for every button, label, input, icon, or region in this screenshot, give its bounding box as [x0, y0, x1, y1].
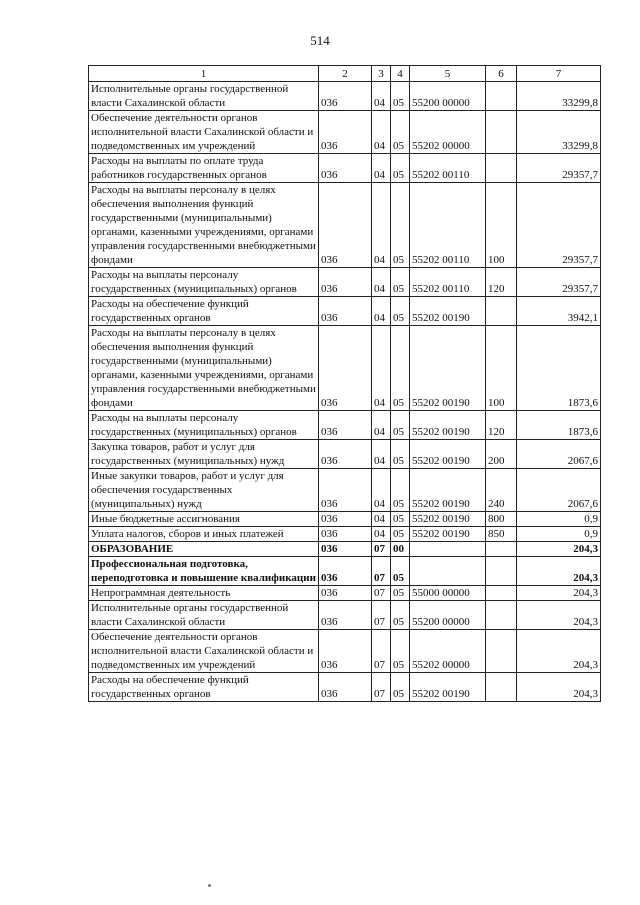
cell-subsection: 05: [391, 440, 410, 469]
cell-ministry-code: 036: [319, 630, 372, 673]
cell-target-article: 55202 00000: [410, 630, 486, 673]
cell-name: Исполнительные органы государственной власти Сахалинской области: [89, 82, 319, 111]
header-row: [89, 66, 601, 82]
cell-ministry-code: 036: [319, 411, 372, 440]
cell-expense-type: [486, 111, 517, 154]
cell-amount: 2067,6: [517, 440, 601, 469]
cell-target-article: [410, 542, 486, 557]
table-row: [89, 557, 601, 586]
cell-ministry-code: 036: [319, 512, 372, 527]
cell-expense-type: [486, 557, 517, 586]
cell-target-article: 55202 00190: [410, 440, 486, 469]
cell-ministry-code: 036: [319, 440, 372, 469]
cell-section: 04: [372, 527, 391, 542]
cell-ministry-code: 036: [319, 527, 372, 542]
cell-subsection: 05: [391, 557, 410, 586]
cell-name: Расходы на выплаты персоналу в целях обеспечения выполнения функций государственными (муниципальными) органами, казенными учреждениями, органами управления государственными внебюджетными фондами: [89, 326, 319, 411]
cell-amount: 204,3: [517, 557, 601, 586]
cell-expense-type: 120: [486, 411, 517, 440]
cell-subsection: 05: [391, 326, 410, 411]
header-col-4: 4: [391, 66, 410, 82]
cell-name: Расходы на обеспечение функций государственных органов: [89, 297, 319, 326]
cell-section: 04: [372, 268, 391, 297]
cell-ministry-code: 036: [319, 297, 372, 326]
table-row: [89, 440, 601, 469]
cell-amount: 29357,7: [517, 154, 601, 183]
table-row: [89, 542, 601, 557]
cell-ministry-code: 036: [319, 154, 372, 183]
cell-target-article: 55202 00190: [410, 297, 486, 326]
cell-target-article: 55202 00000: [410, 111, 486, 154]
cell-ministry-code: 036: [319, 268, 372, 297]
cell-name: Расходы на выплаты персоналу государственных (муниципальных) органов: [89, 411, 319, 440]
cell-amount: 204,3: [517, 673, 601, 702]
cell-amount: 29357,7: [517, 183, 601, 268]
cell-amount: 29357,7: [517, 268, 601, 297]
cell-expense-type: 200: [486, 440, 517, 469]
cell-name: Расходы на выплаты персоналу в целях обеспечения выполнения функций государственными (муниципальными) органами, казенными учреждениями, органами управления государственными внебюджетными фондами: [89, 183, 319, 268]
cell-name: Иные бюджетные ассигнования: [89, 512, 319, 527]
cell-section: 04: [372, 411, 391, 440]
cell-amount: 0,9: [517, 512, 601, 527]
cell-expense-type: [486, 673, 517, 702]
cell-name: Расходы на обеспечение функций государственных органов: [89, 673, 319, 702]
cell-ministry-code: 036: [319, 111, 372, 154]
table-row: [89, 268, 601, 297]
cell-target-article: 55202 00110: [410, 268, 486, 297]
cell-name: Иные закупки товаров, работ и услуг для обеспечения государственных (муниципальных) нужд: [89, 469, 319, 512]
table-row: [89, 111, 601, 154]
cell-section: 07: [372, 557, 391, 586]
cell-target-article: 55202 00190: [410, 673, 486, 702]
table-body: [89, 82, 601, 702]
table-row: [89, 586, 601, 601]
header-col-7: 7: [517, 66, 601, 82]
cell-section: 07: [372, 601, 391, 630]
table-row: [89, 512, 601, 527]
cell-expense-type: [486, 82, 517, 111]
table-row: [89, 297, 601, 326]
cell-section: 04: [372, 82, 391, 111]
table-row: [89, 183, 601, 268]
cell-target-article: 55202 00190: [410, 326, 486, 411]
cell-expense-type: 800: [486, 512, 517, 527]
cell-expense-type: 100: [486, 326, 517, 411]
cell-target-article: 55000 00000: [410, 586, 486, 601]
cell-name: Профессиональная подготовка, переподготовка и повышение квалификации: [89, 557, 319, 586]
cell-amount: 204,3: [517, 586, 601, 601]
cell-target-article: 55202 00110: [410, 154, 486, 183]
budget-table: [88, 65, 601, 702]
cell-target-article: 55202 00110: [410, 183, 486, 268]
cell-subsection: 05: [391, 183, 410, 268]
cell-amount: 33299,8: [517, 82, 601, 111]
cell-ministry-code: 036: [319, 469, 372, 512]
page-number: 514: [310, 33, 330, 48]
cell-section: 04: [372, 469, 391, 512]
cell-expense-type: [486, 630, 517, 673]
cell-subsection: 00: [391, 542, 410, 557]
cell-amount: 1873,6: [517, 326, 601, 411]
cell-amount: 33299,8: [517, 111, 601, 154]
cell-name: Закупка товаров, работ и услуг для государственных (муниципальных) нужд: [89, 440, 319, 469]
table-row: [89, 527, 601, 542]
cell-amount: 1873,6: [517, 411, 601, 440]
cell-expense-type: 240: [486, 469, 517, 512]
table-row: [89, 154, 601, 183]
cell-subsection: 05: [391, 111, 410, 154]
cell-expense-type: [486, 601, 517, 630]
cell-target-article: [410, 557, 486, 586]
scan-speck: [208, 884, 211, 887]
cell-section: 04: [372, 183, 391, 268]
cell-expense-type: [486, 586, 517, 601]
cell-ministry-code: 036: [319, 183, 372, 268]
cell-name: Уплата налогов, сборов и иных платежей: [89, 527, 319, 542]
cell-expense-type: 850: [486, 527, 517, 542]
cell-expense-type: [486, 154, 517, 183]
table-row: [89, 601, 601, 630]
cell-target-article: 55200 00000: [410, 82, 486, 111]
cell-subsection: 05: [391, 586, 410, 601]
cell-target-article: 55202 00190: [410, 469, 486, 512]
cell-target-article: 55202 00190: [410, 411, 486, 440]
cell-target-article: 55200 00000: [410, 601, 486, 630]
cell-subsection: 05: [391, 527, 410, 542]
table-row: [89, 326, 601, 411]
cell-name: Расходы на выплаты персоналу государственных (муниципальных) органов: [89, 268, 319, 297]
header-col-1: 1: [89, 66, 319, 82]
cell-ministry-code: 036: [319, 673, 372, 702]
cell-section: 04: [372, 111, 391, 154]
cell-section: 04: [372, 440, 391, 469]
cell-name: ОБРАЗОВАНИЕ: [89, 542, 319, 557]
cell-section: 04: [372, 154, 391, 183]
cell-section: 04: [372, 512, 391, 527]
cell-name: Обеспечение деятельности органов исполнительной власти Сахалинской области и подведомственных им учреждений: [89, 630, 319, 673]
cell-amount: 2067,6: [517, 469, 601, 512]
cell-section: 07: [372, 630, 391, 673]
cell-expense-type: 100: [486, 183, 517, 268]
cell-target-article: 55202 00190: [410, 512, 486, 527]
cell-amount: 0,9: [517, 527, 601, 542]
cell-subsection: 05: [391, 512, 410, 527]
table-row: [89, 411, 601, 440]
cell-amount: 204,3: [517, 601, 601, 630]
cell-subsection: 05: [391, 469, 410, 512]
header-col-3: 3: [372, 66, 391, 82]
cell-section: 04: [372, 326, 391, 411]
cell-ministry-code: 036: [319, 82, 372, 111]
cell-section: 04: [372, 297, 391, 326]
header-col-5: 5: [410, 66, 486, 82]
cell-section: 07: [372, 673, 391, 702]
cell-expense-type: 120: [486, 268, 517, 297]
cell-name: Непрограммная деятельность: [89, 586, 319, 601]
cell-subsection: 05: [391, 82, 410, 111]
cell-amount: 204,3: [517, 630, 601, 673]
cell-name: Исполнительные органы государственной власти Сахалинской области: [89, 601, 319, 630]
cell-subsection: 05: [391, 411, 410, 440]
cell-section: 07: [372, 586, 391, 601]
cell-section: 07: [372, 542, 391, 557]
header-col-2: 2: [319, 66, 372, 82]
table-row: [89, 82, 601, 111]
cell-amount: 3942,1: [517, 297, 601, 326]
cell-subsection: 05: [391, 673, 410, 702]
cell-ministry-code: 036: [319, 326, 372, 411]
cell-ministry-code: 036: [319, 542, 372, 557]
cell-name: Обеспечение деятельности органов исполнительной власти Сахалинской области и подведомственных им учреждений: [89, 111, 319, 154]
table-row: [89, 673, 601, 702]
cell-name: Расходы на выплаты по оплате труда работников государственных органов: [89, 154, 319, 183]
cell-subsection: 05: [391, 297, 410, 326]
table-row: [89, 469, 601, 512]
cell-subsection: 05: [391, 154, 410, 183]
cell-subsection: 05: [391, 268, 410, 297]
cell-subsection: 05: [391, 630, 410, 673]
cell-expense-type: [486, 297, 517, 326]
cell-ministry-code: 036: [319, 601, 372, 630]
cell-amount: 204,3: [517, 542, 601, 557]
table-row: [89, 630, 601, 673]
cell-target-article: 55202 00190: [410, 527, 486, 542]
header-col-6: 6: [486, 66, 517, 82]
cell-ministry-code: 036: [319, 586, 372, 601]
cell-expense-type: [486, 542, 517, 557]
cell-ministry-code: 036: [319, 557, 372, 586]
cell-subsection: 05: [391, 601, 410, 630]
